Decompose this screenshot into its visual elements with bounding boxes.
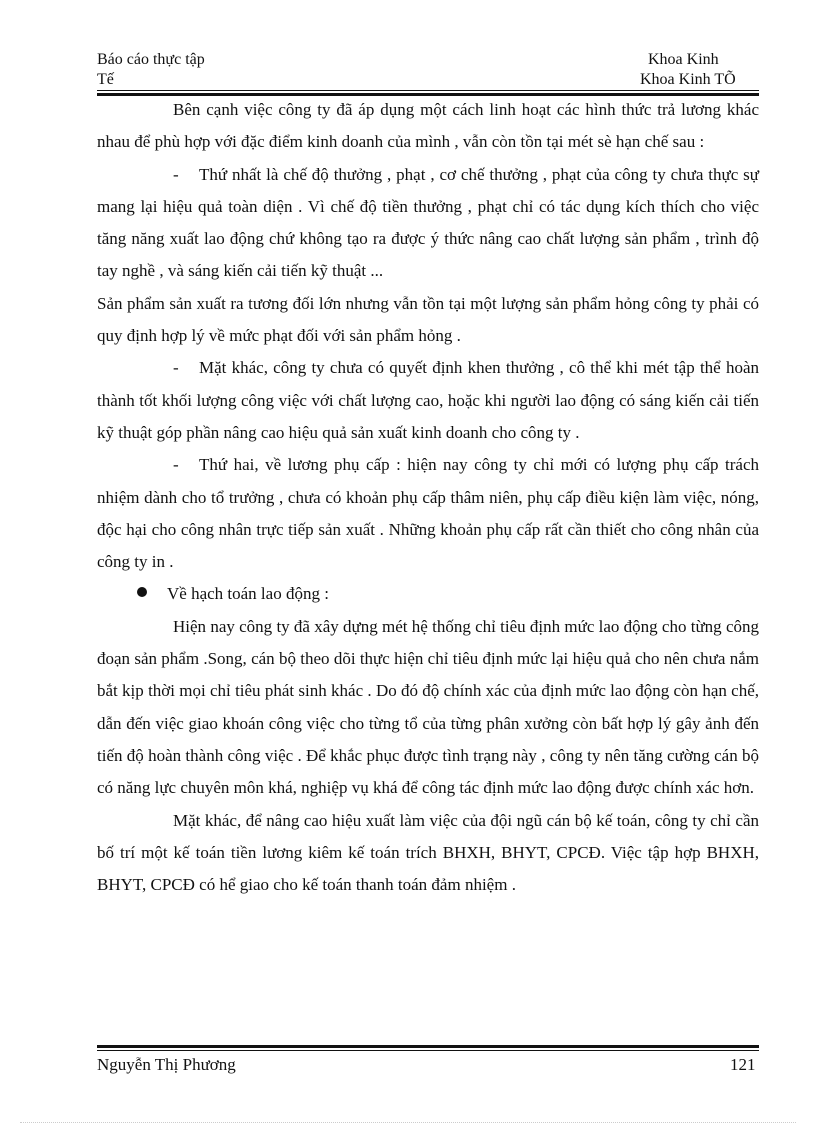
header-left-line2: Tế <box>97 71 114 88</box>
bullet-heading <box>97 578 759 610</box>
dash-item <box>97 352 759 449</box>
document-body <box>97 94 759 901</box>
dash-item <box>97 449 759 578</box>
footer-author: Nguyễn Thị Phương <box>97 1055 236 1074</box>
dash-mark: - <box>173 164 179 184</box>
dash-item-text: Thứ hai, về lương phụ cấp : hiện nay công ty chỉ mới có lượng phụ cấp trách nhiệm dành cho tổ trưởng , chưa có khoản phụ cấp thâm niên, phụ cấp điều kiện làm việc, nóng, độc hại cho công nhân trực tiếp sản xuất . Những khoản phụ cấp rất cần thiết cho công nhân của công ty in . <box>97 455 759 572</box>
paragraph: Sản phẩm sản xuất ra tương đối lớn nhưng vẫn tồn tại một lượng sản phẩm hỏng công ty phải có quy định hợp lý về mức phạt đối với sản phẩm hỏng . <box>97 293 759 346</box>
dash-item-text: Thứ nhất là chế độ thưởng , phạt , cơ chế thưởng , phạt của công ty chưa thực sự mang lại hiệu quả toàn diện . Vì chế độ tiền thưởng , phạt chỉ có tác dụng kích thích cho việc tăng năng xuất lao động chứ không tạo ra được ý thức nâng cao chất lượng sản phẩm , trình độ tay nghề , và sáng kiến cải tiến kỹ thuật ... <box>97 164 759 281</box>
dash-mark: - <box>173 455 179 475</box>
footer-rule-thin <box>97 1050 759 1051</box>
dash-item <box>97 159 759 288</box>
header-left-line1: Báo cáo thực tập <box>97 51 205 68</box>
header-report-title <box>97 50 205 90</box>
paragraph: Bên cạnh việc công ty đã áp dụng một cách linh hoạt các hình thức trả lương khác nhau để phù hợp với đặc điểm kinh doanh của mình , vẫn còn tồn tại mét sè hạn chế sau : <box>97 100 759 152</box>
header-faculty <box>640 50 736 90</box>
footer-rule-thick <box>97 1045 759 1048</box>
bullet-dot-icon <box>137 587 147 597</box>
header-rule-thin <box>97 90 759 91</box>
bullet-heading-text: Về hạch toán lao động : <box>167 584 329 604</box>
page-number: 121 <box>730 1055 756 1074</box>
paragraph: Mặt khác, để nâng cao hiệu xuất làm việc của đội ngũ cán bộ kế toán, công ty chỉ cần bố trí một kế toán tiền lương kiêm kế toán trích BHXH, BHYT, CPCĐ. Việc tập hợp BHXH, BHYT, CPCĐ có hể giao cho kế toán thanh toán đảm nhiệm . <box>97 810 759 895</box>
dash-item-text: Mặt khác, công ty chưa có quyết định khen thưởng , cô thể khi mét tập thể hoàn thành tốt khối lượng công việc với chất lượng cao, hoặc khi người lao động có sáng kiến cải tiến kỹ thuật góp phần nâng cao hiệu quả sản xuất kinh doanh cho công ty . <box>97 358 759 442</box>
paragraph: Hiện nay công ty đã xây dựng mét hệ thống chỉ tiêu định mức lao động cho từng công đoạn sản phẩm .Song, cán bộ theo dõi thực hiện chỉ tiêu định mức lại hiệu quả cho nên chưa nắm bắt kịp thời mọi chỉ tiêu phát sinh khác . Do đó độ chính xác của định mức lao động còn hạn chế, dẫn đến việc giao khoán công việc cho từng tổ của từng phân xưởng còn bất hợp lý gây ảnh đến tiến độ hoàn thành công việc . Để khắc phục được tình trạng này , công ty nên tăng cường cán bộ có năng lực chuyên môn khá, nghiệp vụ khá để công tác định mức lao động được chính xác hơn. <box>97 616 759 798</box>
header-right-line1: Khoa Kinh <box>648 51 719 68</box>
dash-mark: - <box>173 358 179 378</box>
header-right-line2: Khoa Kinh TÕ <box>640 71 736 88</box>
